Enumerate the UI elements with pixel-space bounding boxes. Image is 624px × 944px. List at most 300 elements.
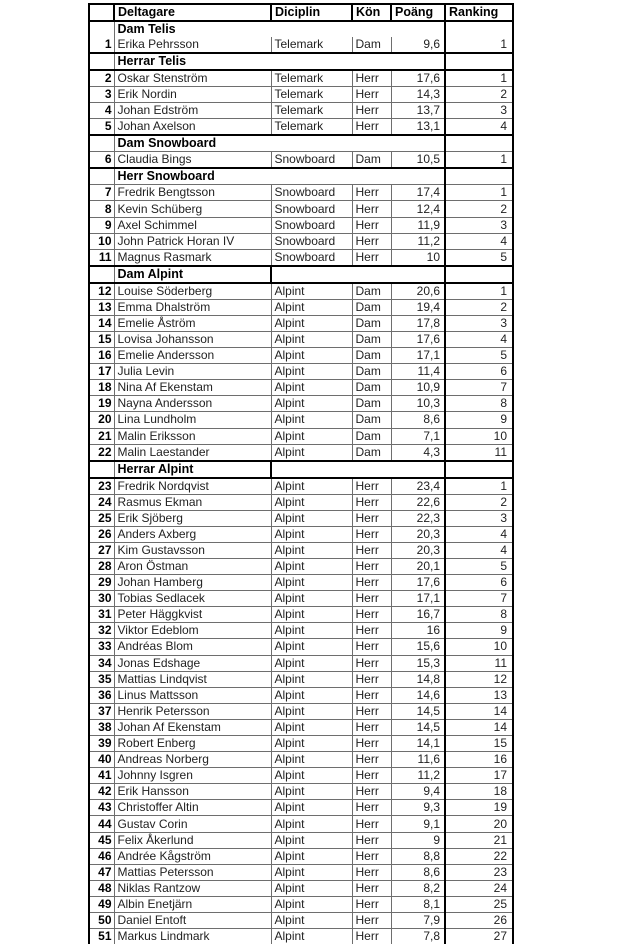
cell-row-number: 33 — [89, 639, 114, 655]
cell-deltagare: Johan Hamberg — [114, 575, 271, 591]
table-row — [89, 784, 513, 800]
cell-kon: Dam — [352, 348, 391, 364]
cell-poang: 17,4 — [391, 185, 445, 201]
table-row — [89, 412, 513, 428]
cell-ranking: 4 — [445, 233, 513, 249]
header-row — [89, 4, 513, 21]
cell-row-number: 32 — [89, 623, 114, 639]
cell-deltagare: Magnus Rasmark — [114, 249, 271, 266]
cell-row-number: 43 — [89, 800, 114, 816]
cell-poang: 11,2 — [391, 768, 445, 784]
cell-diciplin: Alpint — [271, 283, 352, 300]
table-row — [89, 575, 513, 591]
section-spacer-cell — [271, 461, 445, 478]
cell-poang: 17,6 — [391, 575, 445, 591]
cell-poang: 7,9 — [391, 913, 445, 929]
cell-deltagare: Johnny Isgren — [114, 768, 271, 784]
cell-kon: Herr — [352, 185, 391, 201]
cell-diciplin: Alpint — [271, 784, 352, 800]
section-ranking-cell — [445, 53, 513, 70]
table-row — [89, 591, 513, 607]
cell-row-number: 28 — [89, 558, 114, 574]
cell-diciplin: Alpint — [271, 412, 352, 428]
cell-diciplin: Snowboard — [271, 201, 352, 217]
cell-kon: Dam — [352, 412, 391, 428]
cell-diciplin: Telemark — [271, 87, 352, 103]
table-row — [89, 558, 513, 574]
cell-poang: 17,8 — [391, 315, 445, 331]
cell-poang: 16 — [391, 623, 445, 639]
cell-ranking: 5 — [445, 249, 513, 266]
cell-poang: 13,7 — [391, 103, 445, 119]
cell-deltagare: Daniel Entoft — [114, 913, 271, 929]
table-row — [89, 283, 513, 300]
cell-ranking: 22 — [445, 848, 513, 864]
cell-poang: 8,6 — [391, 412, 445, 428]
cell-row-number: 45 — [89, 832, 114, 848]
cell-diciplin: Snowboard — [271, 185, 352, 201]
cell-ranking: 24 — [445, 880, 513, 896]
cell-row-number: 42 — [89, 784, 114, 800]
results-table — [88, 3, 514, 944]
cell-row-number: 3 — [89, 87, 114, 103]
cell-poang: 14,1 — [391, 736, 445, 752]
cell-poang: 11,4 — [391, 364, 445, 380]
table-row — [89, 542, 513, 558]
cell-kon: Herr — [352, 655, 391, 671]
table-row — [89, 832, 513, 848]
cell-row-number: 8 — [89, 201, 114, 217]
cell-diciplin: Snowboard — [271, 233, 352, 249]
cell-diciplin: Alpint — [271, 510, 352, 526]
cell-kon: Herr — [352, 575, 391, 591]
header-ranking: Ranking — [445, 4, 513, 21]
cell-ranking: 5 — [445, 348, 513, 364]
cell-row-number: 38 — [89, 719, 114, 735]
cell-deltagare: Julia Levin — [114, 364, 271, 380]
cell-deltagare: Robert Enberg — [114, 736, 271, 752]
cell-kon: Herr — [352, 816, 391, 832]
table-row — [89, 880, 513, 896]
cell-kon: Herr — [352, 510, 391, 526]
cell-poang: 7,8 — [391, 929, 445, 944]
cell-diciplin: Alpint — [271, 800, 352, 816]
cell-poang: 17,6 — [391, 70, 445, 87]
cell-ranking: 21 — [445, 832, 513, 848]
cell-kon: Herr — [352, 478, 391, 495]
table-row — [89, 896, 513, 912]
cell-poang: 8,8 — [391, 848, 445, 864]
section-ranking-cell — [445, 21, 513, 37]
cell-ranking: 3 — [445, 315, 513, 331]
section-num-cell — [89, 168, 114, 185]
cell-row-number: 49 — [89, 896, 114, 912]
cell-poang: 9,4 — [391, 784, 445, 800]
cell-diciplin: Alpint — [271, 639, 352, 655]
cell-deltagare: Nayna Andersson — [114, 396, 271, 412]
cell-kon: Herr — [352, 249, 391, 266]
cell-deltagare: Erika Pehrsson — [114, 37, 271, 53]
section-num-cell — [89, 266, 114, 283]
section-num-cell — [89, 135, 114, 152]
cell-ranking: 2 — [445, 299, 513, 315]
table-row — [89, 768, 513, 784]
cell-deltagare: Mattias Petersson — [114, 864, 271, 880]
cell-ranking: 1 — [445, 152, 513, 169]
cell-ranking: 5 — [445, 558, 513, 574]
cell-row-number: 27 — [89, 542, 114, 558]
table-row — [89, 736, 513, 752]
cell-diciplin: Alpint — [271, 299, 352, 315]
cell-row-number: 39 — [89, 736, 114, 752]
cell-ranking: 16 — [445, 752, 513, 768]
cell-deltagare: Peter Häggkvist — [114, 607, 271, 623]
cell-kon: Herr — [352, 201, 391, 217]
cell-diciplin: Alpint — [271, 752, 352, 768]
cell-row-number: 20 — [89, 412, 114, 428]
cell-kon: Herr — [352, 217, 391, 233]
table-row — [89, 315, 513, 331]
cell-kon: Dam — [352, 444, 391, 461]
cell-ranking: 11 — [445, 655, 513, 671]
cell-kon: Herr — [352, 607, 391, 623]
cell-poang: 15,6 — [391, 639, 445, 655]
cell-diciplin: Alpint — [271, 444, 352, 461]
cell-diciplin: Alpint — [271, 526, 352, 542]
cell-deltagare: Andréas Blom — [114, 639, 271, 655]
table-row — [89, 687, 513, 703]
cell-kon: Herr — [352, 542, 391, 558]
cell-diciplin: Alpint — [271, 913, 352, 929]
table-row — [89, 639, 513, 655]
cell-ranking: 2 — [445, 494, 513, 510]
table-row — [89, 428, 513, 444]
cell-diciplin: Alpint — [271, 623, 352, 639]
cell-kon: Dam — [352, 152, 391, 169]
cell-poang: 15,3 — [391, 655, 445, 671]
table-row — [89, 526, 513, 542]
cell-deltagare: Jonas Edshage — [114, 655, 271, 671]
table-row — [89, 607, 513, 623]
cell-row-number: 25 — [89, 510, 114, 526]
cell-poang: 9,3 — [391, 800, 445, 816]
cell-diciplin: Snowboard — [271, 249, 352, 266]
cell-deltagare: Christoffer Altin — [114, 800, 271, 816]
cell-ranking: 9 — [445, 412, 513, 428]
section-header-row — [89, 266, 513, 283]
cell-kon: Dam — [352, 37, 391, 53]
cell-row-number: 15 — [89, 331, 114, 347]
cell-deltagare: Malin Laestander — [114, 444, 271, 461]
table-row — [89, 348, 513, 364]
cell-ranking: 12 — [445, 671, 513, 687]
cell-diciplin: Alpint — [271, 703, 352, 719]
cell-row-number: 46 — [89, 848, 114, 864]
cell-poang: 4,3 — [391, 444, 445, 461]
cell-diciplin: Alpint — [271, 896, 352, 912]
cell-kon: Herr — [352, 848, 391, 864]
header-deltagare: Deltagare — [114, 4, 271, 21]
cell-ranking: 17 — [445, 768, 513, 784]
cell-poang: 9 — [391, 832, 445, 848]
cell-deltagare: Tobias Sedlacek — [114, 591, 271, 607]
cell-kon: Herr — [352, 87, 391, 103]
cell-diciplin: Telemark — [271, 37, 352, 53]
cell-kon: Herr — [352, 784, 391, 800]
cell-ranking: 4 — [445, 119, 513, 136]
cell-kon: Dam — [352, 364, 391, 380]
cell-ranking: 8 — [445, 396, 513, 412]
cell-kon: Herr — [352, 719, 391, 735]
cell-row-number: 14 — [89, 315, 114, 331]
cell-row-number: 13 — [89, 299, 114, 315]
section-header-row — [89, 21, 513, 37]
cell-deltagare: Aron Östman — [114, 558, 271, 574]
cell-poang: 14,6 — [391, 687, 445, 703]
cell-deltagare: Kevin Schüberg — [114, 201, 271, 217]
cell-diciplin: Snowboard — [271, 152, 352, 169]
cell-poang: 20,1 — [391, 558, 445, 574]
cell-poang: 23,4 — [391, 478, 445, 495]
cell-ranking: 9 — [445, 623, 513, 639]
cell-kon: Herr — [352, 623, 391, 639]
table-row — [89, 444, 513, 461]
table-row — [89, 800, 513, 816]
cell-row-number: 51 — [89, 929, 114, 944]
cell-poang: 20,6 — [391, 283, 445, 300]
header-diciplin: Diciplin — [271, 4, 352, 21]
cell-row-number: 22 — [89, 444, 114, 461]
cell-deltagare: Andreas Norberg — [114, 752, 271, 768]
cell-ranking: 10 — [445, 428, 513, 444]
cell-deltagare: Linus Mattsson — [114, 687, 271, 703]
table-row — [89, 816, 513, 832]
cell-deltagare: Erik Nordin — [114, 87, 271, 103]
cell-deltagare: Viktor Edeblom — [114, 623, 271, 639]
cell-row-number: 2 — [89, 70, 114, 87]
cell-row-number: 29 — [89, 575, 114, 591]
cell-deltagare: Henrik Petersson — [114, 703, 271, 719]
cell-poang: 10,9 — [391, 380, 445, 396]
cell-ranking: 1 — [445, 283, 513, 300]
cell-row-number: 12 — [89, 283, 114, 300]
table-row — [89, 331, 513, 347]
cell-deltagare: Gustav Corin — [114, 816, 271, 832]
cell-kon: Herr — [352, 752, 391, 768]
cell-kon: Herr — [352, 880, 391, 896]
cell-diciplin: Alpint — [271, 816, 352, 832]
header-row-number — [89, 4, 114, 21]
cell-ranking: 14 — [445, 703, 513, 719]
section-title: Dam Alpint — [114, 266, 271, 283]
cell-kon: Herr — [352, 929, 391, 944]
cell-diciplin: Alpint — [271, 929, 352, 944]
cell-kon: Herr — [352, 494, 391, 510]
cell-deltagare: Nina Af Ekenstam — [114, 380, 271, 396]
table-row — [89, 201, 513, 217]
cell-deltagare: Emma Dhalström — [114, 299, 271, 315]
cell-diciplin: Alpint — [271, 558, 352, 574]
cell-diciplin: Alpint — [271, 864, 352, 880]
cell-ranking: 19 — [445, 800, 513, 816]
cell-kon: Dam — [352, 396, 391, 412]
section-title: Herrar Alpint — [114, 461, 271, 478]
cell-row-number: 48 — [89, 880, 114, 896]
cell-diciplin: Alpint — [271, 880, 352, 896]
cell-row-number: 30 — [89, 591, 114, 607]
table-row — [89, 217, 513, 233]
section-title: Herrar Telis — [114, 53, 445, 70]
cell-ranking: 15 — [445, 736, 513, 752]
cell-deltagare: Lovisa Johansson — [114, 331, 271, 347]
cell-row-number: 6 — [89, 152, 114, 169]
cell-row-number: 24 — [89, 494, 114, 510]
table-row — [89, 37, 513, 53]
cell-deltagare: Markus Lindmark — [114, 929, 271, 944]
table-row — [89, 249, 513, 266]
cell-diciplin: Alpint — [271, 832, 352, 848]
cell-row-number: 7 — [89, 185, 114, 201]
cell-deltagare: Rasmus Ekman — [114, 494, 271, 510]
cell-poang: 9,1 — [391, 816, 445, 832]
cell-row-number: 31 — [89, 607, 114, 623]
cell-row-number: 50 — [89, 913, 114, 929]
table-row — [89, 623, 513, 639]
cell-deltagare: Anders Axberg — [114, 526, 271, 542]
cell-ranking: 3 — [445, 217, 513, 233]
cell-ranking: 27 — [445, 929, 513, 944]
cell-ranking: 4 — [445, 526, 513, 542]
cell-kon: Herr — [352, 591, 391, 607]
cell-row-number: 40 — [89, 752, 114, 768]
cell-poang: 10,3 — [391, 396, 445, 412]
cell-deltagare: Axel Schimmel — [114, 217, 271, 233]
cell-row-number: 47 — [89, 864, 114, 880]
cell-deltagare: Mattias Lindqvist — [114, 671, 271, 687]
cell-poang: 9,6 — [391, 37, 445, 53]
cell-poang: 17,1 — [391, 348, 445, 364]
cell-poang: 19,4 — [391, 299, 445, 315]
table-row — [89, 103, 513, 119]
cell-row-number: 19 — [89, 396, 114, 412]
cell-row-number: 4 — [89, 103, 114, 119]
cell-diciplin: Alpint — [271, 655, 352, 671]
table-row — [89, 185, 513, 201]
cell-deltagare: Claudia Bings — [114, 152, 271, 169]
cell-deltagare: Johan Axelson — [114, 119, 271, 136]
cell-diciplin: Alpint — [271, 768, 352, 784]
cell-deltagare: John Patrick Horan IV — [114, 233, 271, 249]
cell-ranking: 4 — [445, 331, 513, 347]
cell-poang: 20,3 — [391, 542, 445, 558]
section-spacer-cell — [271, 266, 445, 283]
section-title: Dam Snowboard — [114, 135, 445, 152]
cell-row-number: 34 — [89, 655, 114, 671]
cell-ranking: 3 — [445, 510, 513, 526]
cell-ranking: 1 — [445, 478, 513, 495]
table-row — [89, 299, 513, 315]
cell-poang: 14,5 — [391, 703, 445, 719]
cell-diciplin: Alpint — [271, 380, 352, 396]
cell-ranking: 6 — [445, 575, 513, 591]
cell-kon: Dam — [352, 315, 391, 331]
results-table-wrap — [88, 3, 512, 944]
cell-diciplin: Alpint — [271, 591, 352, 607]
table-row — [89, 70, 513, 87]
cell-poang: 14,8 — [391, 671, 445, 687]
cell-diciplin: Alpint — [271, 607, 352, 623]
section-header-row — [89, 461, 513, 478]
cell-poang: 17,1 — [391, 591, 445, 607]
cell-ranking: 25 — [445, 896, 513, 912]
cell-deltagare: Lina Lundholm — [114, 412, 271, 428]
cell-poang: 22,3 — [391, 510, 445, 526]
header-poang: Poäng — [391, 4, 445, 21]
section-header-row — [89, 135, 513, 152]
cell-kon: Herr — [352, 703, 391, 719]
section-ranking-cell — [445, 266, 513, 283]
table-row — [89, 478, 513, 495]
cell-deltagare: Fredrik Bengtsson — [114, 185, 271, 201]
cell-ranking: 1 — [445, 37, 513, 53]
cell-ranking: 23 — [445, 864, 513, 880]
cell-row-number: 21 — [89, 428, 114, 444]
cell-diciplin: Alpint — [271, 671, 352, 687]
cell-poang: 12,4 — [391, 201, 445, 217]
cell-poang: 11,6 — [391, 752, 445, 768]
table-row — [89, 929, 513, 944]
cell-poang: 10 — [391, 249, 445, 266]
cell-diciplin: Alpint — [271, 687, 352, 703]
section-header-row — [89, 53, 513, 70]
cell-deltagare: Oskar Stenström — [114, 70, 271, 87]
table-row — [89, 752, 513, 768]
cell-kon: Herr — [352, 671, 391, 687]
cell-kon: Dam — [352, 428, 391, 444]
cell-deltagare: Erik Hansson — [114, 784, 271, 800]
cell-poang: 17,6 — [391, 331, 445, 347]
cell-deltagare: Felix Åkerlund — [114, 832, 271, 848]
cell-deltagare: Johan Edström — [114, 103, 271, 119]
cell-ranking: 1 — [445, 185, 513, 201]
cell-row-number: 9 — [89, 217, 114, 233]
cell-kon: Herr — [352, 896, 391, 912]
cell-ranking: 1 — [445, 70, 513, 87]
cell-deltagare: Albin Enetjärn — [114, 896, 271, 912]
section-num-cell — [89, 461, 114, 478]
cell-deltagare: Niklas Rantzow — [114, 880, 271, 896]
cell-deltagare: Emelie Andersson — [114, 348, 271, 364]
section-num-cell — [89, 53, 114, 70]
cell-kon: Herr — [352, 913, 391, 929]
cell-kon: Dam — [352, 380, 391, 396]
cell-diciplin: Alpint — [271, 575, 352, 591]
table-row — [89, 719, 513, 735]
cell-ranking: 20 — [445, 816, 513, 832]
cell-deltagare: Emelie Åström — [114, 315, 271, 331]
cell-ranking: 14 — [445, 719, 513, 735]
cell-kon: Herr — [352, 687, 391, 703]
cell-poang: 11,2 — [391, 233, 445, 249]
cell-poang: 20,3 — [391, 526, 445, 542]
cell-poang: 8,2 — [391, 880, 445, 896]
cell-deltagare: Erik Sjöberg — [114, 510, 271, 526]
cell-ranking: 7 — [445, 591, 513, 607]
cell-deltagare: Andrée Kågström — [114, 848, 271, 864]
cell-deltagare: Fredrik Nordqvist — [114, 478, 271, 495]
cell-diciplin: Alpint — [271, 736, 352, 752]
cell-deltagare: Johan Af Ekenstam — [114, 719, 271, 735]
